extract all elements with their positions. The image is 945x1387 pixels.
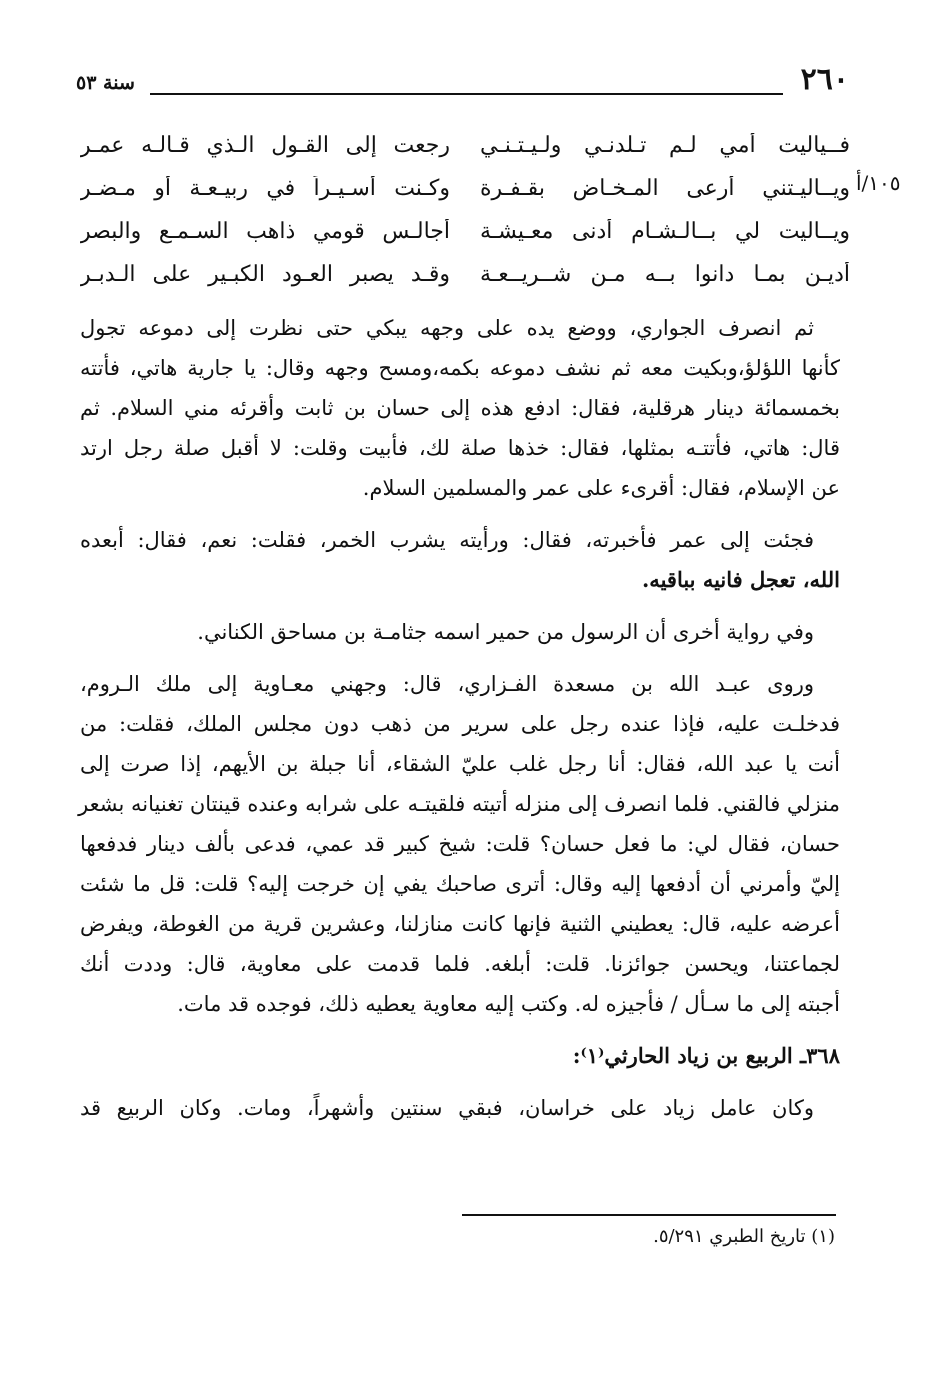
poem-verse <box>80 210 850 253</box>
hemistich-right: أديـن بمـا دانوا بــه مـن شــريــعـة <box>480 262 850 287</box>
text-line: أنت يا عبد الله، فقال: أنا رجل غلب عليّ الشقاء، أنا جبلة بن الأيهم، إذا صرت إلى <box>80 752 840 776</box>
footnote-rule <box>462 1214 836 1216</box>
text-line: كأنها اللؤلؤ،وبكيت معه ثم نشف دموعه بكمه،ومسح وجهه وقال: يا جارية هاتي، فأتته <box>80 356 840 380</box>
hemistich-left: وقـد يصبر العـود الكبـير على الـدبـر <box>80 262 450 287</box>
hemistich-left: وكـنت أسـيـراً في ربيـعـة أو مـضـر <box>80 176 450 201</box>
hemistich-right: ويــاليت لي بــالـشـام أدنى معـيشـة <box>480 219 850 244</box>
text-line: فدخلـت عليه، فإذا عنده رجل على سرير من ذهب دون مجلس الملك، فقلت: من <box>80 712 840 736</box>
poem-verse <box>80 253 850 296</box>
paragraph <box>80 1088 840 1128</box>
poem-verse <box>80 167 850 210</box>
hemistich-left: رجعت إلى القـول الـذي قـالـه عمـر <box>80 133 450 158</box>
manuscript-folio-note: ١٠٥/أ <box>856 171 901 195</box>
text-line: أجبته إلى ما سـأل / فأجيزه له. وكتب إليه معاوية يعطيه ذلك، فوجده قد مات. <box>177 992 840 1016</box>
text-line: ثم انصرف الجواري، ووضع يده على وجهه يبكي حتى نظرت إلى دموعه تجول <box>80 316 814 340</box>
paragraph <box>80 520 840 600</box>
text-line: إليّ وأمرني أن أدفعها إليه وقال: أترى صاحبك يفي إن خرجت إليه؟ قلت: قل ما شئت <box>80 872 840 896</box>
text-line: وفي رواية أخرى أن الرسول من حمير اسمه جثامـة بن مساحق الكناني. <box>197 620 814 644</box>
hemistich-left: أجالـس قومي ذاهب السـمـع والبصر <box>80 219 450 244</box>
text-line: وكان عامل زياد على خراسان، فبقي سنتين وأشهراً، ومات. وكان الربيع قد <box>80 1096 814 1120</box>
text-line: عن الإسلام، فقال: أقرىء على عمر والمسلمين السلام. <box>362 476 840 500</box>
paragraph <box>80 612 840 652</box>
footnote: (١) تاريخ الطبري ٥/٢٩١. <box>653 1226 835 1247</box>
header-year: سنة ٥٣ <box>76 72 135 94</box>
text-line: الله، تعجل فانيه بباقيه. <box>642 567 840 592</box>
text-line: وروى عبـد الله بن مسعدة الفـزاري، قال: وجهني معـاوية إلى ملك الـروم، <box>80 672 814 696</box>
header-rule <box>150 93 783 95</box>
hemistich-right: فــياليت أمي لـم تـلدنـي ولـيـتـنـي <box>480 133 850 158</box>
text-line: قال: هاتي، فأتتـه بمثلها، فقال: خذها صلة لك، فأبيت وقلت: لا أقبل صلة رجل ارتد <box>80 436 840 460</box>
text-line: لجماعتنا، ويحسن جوائزنا. قلت: أبلغه. فلما قدمت على معاوية، قال: وددت أنك <box>80 952 840 976</box>
hemistich-right: ويــاليـتني أرعى المـخـاض بقـفـرة <box>480 176 850 201</box>
section-heading: ٣٦٨ـ الربيع بن زياد الحارثي⁽١⁾: <box>572 1043 840 1068</box>
paragraph <box>80 308 840 508</box>
text-line: منزلي فالقني. فلما انصرف إلى منزله أتيته فلقيتـه على شرابه وعنده قينتان تغنيانه بشعر <box>78 792 840 816</box>
text-line: بخمسمائة دينار هرقلية، فقال: ادفع هذه إلى حسان بن ثابت وأقرئه مني السلام. ثم <box>80 396 840 420</box>
text-line: أعرضه عليه، قال: يعطيني الثنية فإنها كانت منازلنا، وعشرين قرية من الغوطة، ويفرض <box>80 912 840 936</box>
paragraph <box>80 664 840 1024</box>
text-line: فجئت إلى عمر فأخبرته، فقال: ورأيته يشرب الخمر، فقلت: نعم، فقال: أبعده <box>80 528 814 552</box>
page-number: ٢٦٠ <box>800 62 849 97</box>
poem-verse <box>80 124 850 167</box>
poem <box>80 124 850 296</box>
text-line: حسان، فقال لي: ما فعل حسان؟ قلت: شيخ كبير قد عمي، فدعى بألف دينار فدفعها <box>80 832 840 856</box>
body-text <box>80 308 840 1140</box>
